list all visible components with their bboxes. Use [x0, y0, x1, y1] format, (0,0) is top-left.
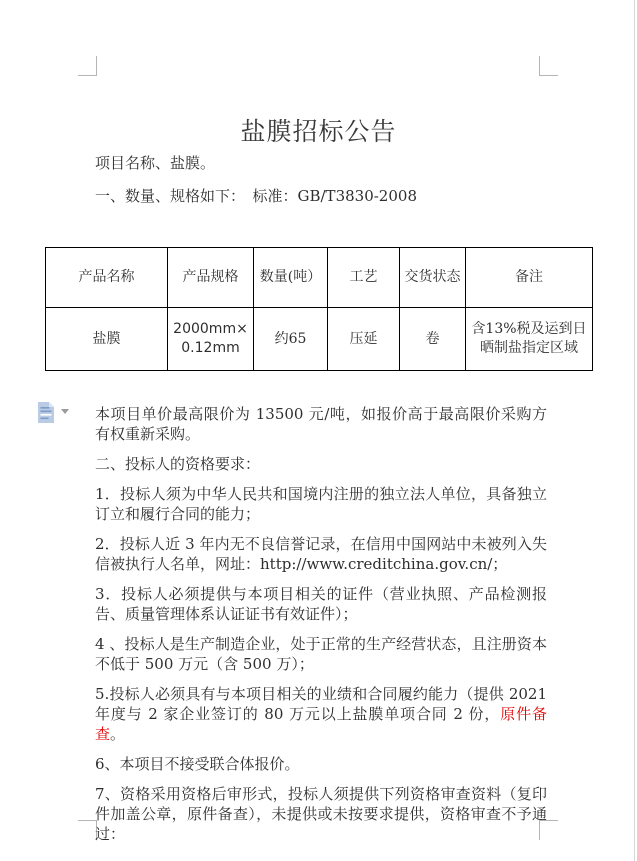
- table-row: [46, 308, 593, 371]
- paragraph-requirement-3: 3．投标人必须提供与本项目相关的证件（营业执照、产品检测报告、质量管理体系认证证书有效证件）；: [95, 585, 547, 623]
- col-header-remark: 备注: [466, 248, 593, 308]
- chevron-down-icon: [61, 409, 69, 414]
- cell-quantity: 约65: [254, 308, 328, 371]
- col-header-product-spec: 产品规格: [168, 248, 254, 308]
- paragraph-requirement-4: 4 、投标人是生产制造企业，处于正常的生产经营状态，且注册资本不低于 500 万元（含 500 万）；: [95, 635, 547, 673]
- cell-delivery-state: 卷: [400, 308, 466, 371]
- cell-remark: 含13%税及运到日晒制盐指定区域: [466, 308, 593, 371]
- requirement-5-text: 5.投标人必须具有与本项目相关的业绩和合同履约能力（提供 2021 年度与 2 家企业签订的 80 万元以上盐膜单项合同 2 份，: [95, 685, 547, 723]
- paragraph-requirement-7: 7、资格采用资格后审形式，投标人须提供下列资格审查资料（复印件加盖公章，原件备查），未提供或未按要求提供，资格审查不予通过：: [95, 785, 547, 843]
- project-name-line: 项目名称、盐膜。: [95, 154, 216, 172]
- page-title: 盐膜招标公告: [240, 117, 397, 146]
- paragraph-requirement-2: 2．投标人近 3 年内无不良信誉记录，在信用中国网站中未被列入失信被执行人名单，网址：http://www.creditchina.gov.cn/；: [95, 535, 547, 573]
- margin-crop-mark-top-right: [539, 56, 558, 76]
- margin-crop-mark-top-left: [78, 56, 97, 76]
- quantity-spec-line: 一、数量、规格如下： 标准：GB/T3830-2008: [95, 187, 417, 205]
- paste-options-button[interactable]: [37, 400, 73, 426]
- col-header-product-name: 产品名称: [46, 248, 168, 308]
- section-heading-qualifications: 二、投标人的资格要求：: [95, 455, 261, 473]
- cell-product-name: 盐膜: [46, 308, 168, 371]
- col-header-process: 工艺: [328, 248, 400, 308]
- col-header-quantity: 数量(吨）: [254, 248, 328, 308]
- table-header-row: [46, 248, 593, 308]
- col-header-delivery-state: 交货状态: [400, 248, 466, 308]
- paragraph-requirement-5: [95, 684, 547, 744]
- document-body: [95, 404, 547, 854]
- paragraph-requirement-6: 6、本项目不接受联合体报价。: [95, 755, 300, 773]
- product-table: [45, 247, 593, 371]
- cell-process: 压延: [328, 308, 400, 371]
- window-edge-divider: [634, 0, 635, 861]
- requirement-5-red-note: 原件备查: [95, 705, 547, 743]
- paragraph-price-limit: 本项目单价最高限价为 13500 元/吨，如报价高于最高限价采购方有权重新采购。: [95, 405, 547, 443]
- cell-product-spec: 2000mm×0.12mm: [168, 308, 254, 371]
- paragraph-requirement-1: 1．投标人须为中华人民共和国境内注册的独立法人单位，具备独立订立和履行合同的能力；: [95, 485, 547, 523]
- requirement-5-period: 。: [110, 725, 126, 743]
